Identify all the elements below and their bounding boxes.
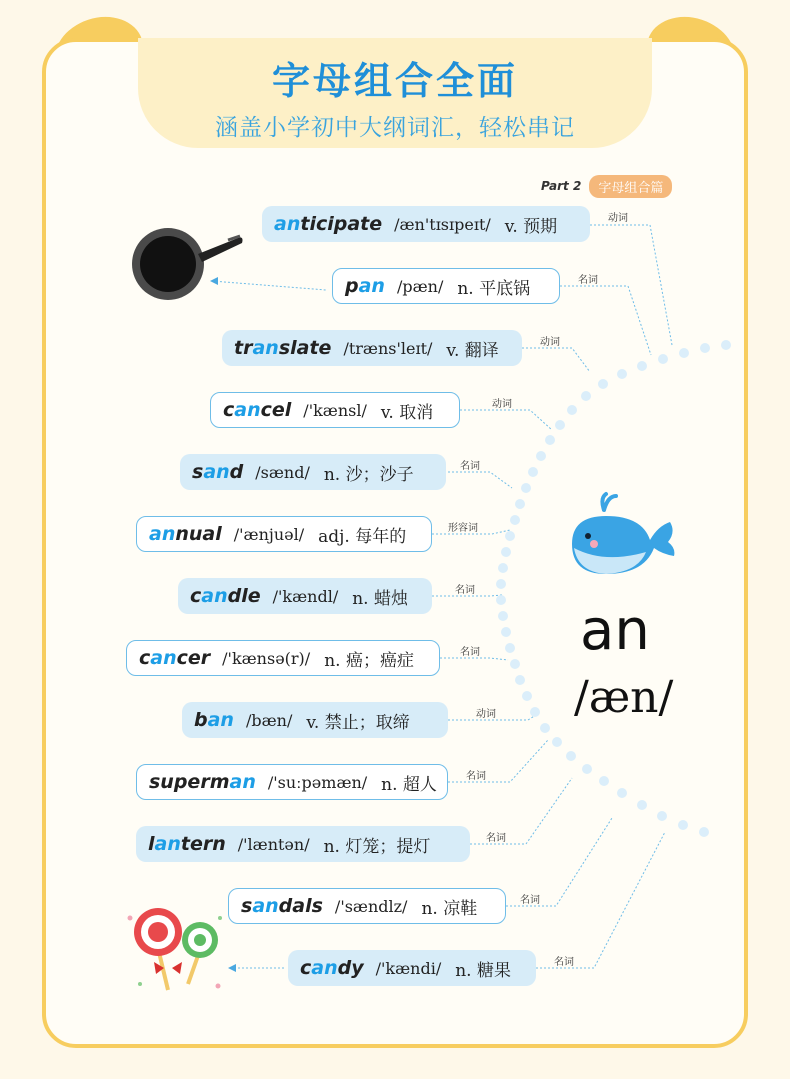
word-ipa: /'kændi/ xyxy=(375,958,442,978)
word-ipa: /sænd/ xyxy=(255,462,310,482)
word-ipa: /pæn/ xyxy=(396,276,444,296)
pos-label: 动词 xyxy=(492,399,512,410)
word-text xyxy=(234,337,331,359)
pos-label: 动词 xyxy=(540,337,560,348)
word-highlight: an xyxy=(150,647,177,669)
pos-label: 名词 xyxy=(486,833,506,844)
word-prefix: superm xyxy=(149,771,230,793)
word-highlight: an xyxy=(234,399,261,421)
pos-label: 名词 xyxy=(520,895,540,906)
word-text xyxy=(345,275,385,297)
word-highlight: an xyxy=(207,709,234,731)
lollipop-icon xyxy=(124,904,228,996)
word-text xyxy=(194,709,234,731)
phonics-ipa: /æn/ xyxy=(574,672,674,723)
page-subtitle: 涵盖小学初中大纲词汇，轻松串记 xyxy=(215,115,575,141)
pos-label: 名词 xyxy=(578,275,598,286)
word-gloss: n. 蜡烛 xyxy=(352,588,408,609)
pos-label: 名词 xyxy=(455,585,475,596)
word-ipa: /træns'leɪt/ xyxy=(343,338,433,358)
word-suffix: dle xyxy=(227,585,261,607)
word-text xyxy=(139,647,210,669)
word-prefix: p xyxy=(345,275,359,297)
word-highlight: an xyxy=(311,957,338,979)
word-text xyxy=(223,399,291,421)
word-gloss: v. 禁止；取缔 xyxy=(306,712,410,733)
word-ipa: /'kænsl/ xyxy=(303,400,367,420)
pos-label: 动词 xyxy=(608,213,628,224)
word-suffix: dals xyxy=(278,895,323,917)
word-prefix: c xyxy=(190,585,202,607)
frying-pan-icon xyxy=(130,226,250,302)
word-ipa: /æn'tɪsɪpeɪt/ xyxy=(394,214,491,234)
word-card-sandals xyxy=(228,888,506,924)
word-highlight: an xyxy=(274,213,301,235)
word-gloss: n. 凉鞋 xyxy=(421,898,478,919)
word-ipa: /bæn/ xyxy=(245,710,293,730)
word-card-lantern xyxy=(136,826,470,862)
word-ipa: /'læntən/ xyxy=(237,834,310,854)
word-gloss: v. 取消 xyxy=(380,402,434,423)
word-prefix: s xyxy=(192,461,204,483)
word-highlight: an xyxy=(358,275,385,297)
word-gloss: n. 糖果 xyxy=(455,960,511,981)
word-card-candle xyxy=(178,578,432,614)
word-suffix: slate xyxy=(278,337,332,359)
pos-label: 名词 xyxy=(466,771,486,782)
word-prefix: l xyxy=(148,833,155,855)
word-card-superman xyxy=(136,764,448,800)
word-suffix: ticipate xyxy=(300,213,383,235)
word-suffix: nual xyxy=(175,523,222,545)
word-prefix: s xyxy=(241,895,253,917)
word-gloss: adj. 每年的 xyxy=(318,526,407,547)
phonics-letters: an xyxy=(580,598,650,663)
pos-label: 名词 xyxy=(554,957,574,968)
word-highlight: an xyxy=(252,895,279,917)
word-prefix: c xyxy=(139,647,151,669)
word-gloss: v. 预期 xyxy=(504,216,558,237)
word-ipa: /'ænjuəl/ xyxy=(233,524,305,544)
word-highlight: an xyxy=(252,337,279,359)
word-card-sand xyxy=(180,454,446,490)
word-highlight: an xyxy=(229,771,256,793)
pos-label: 名词 xyxy=(460,647,480,658)
page-title: 字母组合全面 xyxy=(271,59,518,103)
word-prefix: b xyxy=(194,709,208,731)
word-card-ban xyxy=(182,702,448,738)
whale-icon xyxy=(564,490,680,580)
word-text xyxy=(274,213,382,235)
word-gloss: n. 平底锅 xyxy=(457,278,531,299)
word-gloss: v. 翻译 xyxy=(446,340,499,361)
word-prefix: tr xyxy=(234,337,253,359)
word-text xyxy=(148,833,226,855)
word-highlight: an xyxy=(154,833,181,855)
word-card-anticipate xyxy=(262,206,590,242)
word-suffix: d xyxy=(229,461,244,483)
word-card-pan xyxy=(332,268,560,304)
word-highlight: an xyxy=(201,585,228,607)
word-card-translate xyxy=(222,330,522,366)
word-ipa: /'sændlz/ xyxy=(334,896,408,916)
word-ipa: /'kænsə(r)/ xyxy=(222,648,311,668)
section-tag: 字母组合篇 xyxy=(589,175,672,198)
word-gloss: n. 灯笼；提灯 xyxy=(323,836,431,857)
pos-label: 动词 xyxy=(476,709,496,720)
pos-label: 名词 xyxy=(460,461,480,472)
word-card-annual xyxy=(136,516,432,552)
word-suffix: dy xyxy=(337,957,364,979)
word-text xyxy=(300,957,364,979)
word-card-cancel xyxy=(210,392,460,428)
word-ipa: /'kændl/ xyxy=(272,586,339,606)
word-card-candy xyxy=(288,950,536,986)
part-number: Part 2 xyxy=(541,179,582,193)
word-text xyxy=(190,585,261,607)
word-text xyxy=(149,771,256,793)
word-card-cancer xyxy=(126,640,440,676)
word-gloss: n. 超人 xyxy=(381,774,437,795)
word-suffix: cel xyxy=(260,399,292,421)
word-highlight: an xyxy=(149,523,176,545)
word-prefix: c xyxy=(300,957,312,979)
word-suffix: tern xyxy=(180,833,226,855)
pos-label: 形容词 xyxy=(448,523,478,534)
word-text xyxy=(192,461,243,483)
word-text xyxy=(241,895,323,917)
word-suffix: cer xyxy=(176,647,211,669)
word-gloss: n. 沙；沙子 xyxy=(323,464,414,485)
word-text xyxy=(149,523,222,545)
word-gloss: n. 癌；癌症 xyxy=(324,650,414,671)
word-ipa: /'suːpəmæn/ xyxy=(267,772,368,792)
word-highlight: an xyxy=(203,461,230,483)
word-prefix: c xyxy=(223,399,235,421)
